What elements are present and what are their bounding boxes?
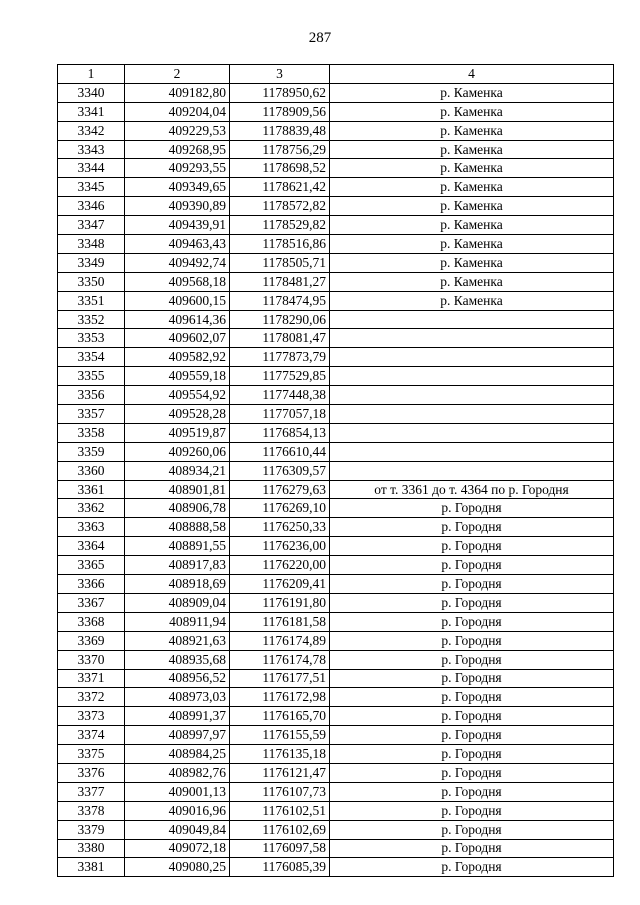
x-coordinate-cell: 408918,69: [125, 575, 230, 594]
point-number-cell: 3372: [58, 688, 125, 707]
description-cell: от т. 3361 до т. 4364 по р. Городня: [330, 480, 614, 499]
x-coordinate-cell: 409204,04: [125, 102, 230, 121]
y-coordinate-cell: 1176172,98: [230, 688, 330, 707]
description-cell: р. Городня: [330, 631, 614, 650]
point-number-cell: 3375: [58, 745, 125, 764]
x-coordinate-cell: 409080,25: [125, 858, 230, 877]
y-coordinate-cell: 1176155,59: [230, 726, 330, 745]
table-row: [58, 329, 614, 348]
point-number-cell: 3364: [58, 537, 125, 556]
x-coordinate-cell: 408891,55: [125, 537, 230, 556]
x-coordinate-cell: 409519,87: [125, 423, 230, 442]
point-number-cell: 3340: [58, 83, 125, 102]
point-number-cell: 3368: [58, 612, 125, 631]
table-row: [58, 310, 614, 329]
point-number-cell: 3359: [58, 442, 125, 461]
y-coordinate-cell: 1176107,73: [230, 782, 330, 801]
page-number: 287: [308, 30, 332, 46]
description-cell: р. Каменка: [330, 140, 614, 159]
table-row: [58, 480, 614, 499]
description-cell: р. Городня: [330, 612, 614, 631]
table-row: [58, 83, 614, 102]
point-number-cell: 3366: [58, 575, 125, 594]
x-coordinate-cell: 409049,84: [125, 820, 230, 839]
x-coordinate-cell: 408973,03: [125, 688, 230, 707]
table-row: [58, 575, 614, 594]
x-coordinate-cell: 408888,58: [125, 518, 230, 537]
description-cell: [330, 461, 614, 480]
x-coordinate-cell: 408934,21: [125, 461, 230, 480]
x-coordinate-cell: 409492,74: [125, 253, 230, 272]
table-row: [58, 423, 614, 442]
y-coordinate-cell: 1176181,58: [230, 612, 330, 631]
point-number-cell: 3361: [58, 480, 125, 499]
y-coordinate-cell: 1176121,47: [230, 763, 330, 782]
description-cell: р. Городня: [330, 575, 614, 594]
table-row: [58, 121, 614, 140]
table-row: [58, 197, 614, 216]
table-row: [58, 367, 614, 386]
description-cell: р. Каменка: [330, 197, 614, 216]
description-cell: р. Городня: [330, 518, 614, 537]
point-number-cell: 3353: [58, 329, 125, 348]
description-cell: р. Городня: [330, 499, 614, 518]
point-number-cell: 3360: [58, 461, 125, 480]
description-cell: р. Каменка: [330, 235, 614, 254]
table-row: [58, 650, 614, 669]
point-number-cell: 3367: [58, 593, 125, 612]
x-coordinate-cell: 409554,92: [125, 386, 230, 405]
description-cell: р. Каменка: [330, 291, 614, 310]
y-coordinate-cell: 1176309,57: [230, 461, 330, 480]
x-coordinate-cell: 408997,97: [125, 726, 230, 745]
x-coordinate-cell: 409349,65: [125, 178, 230, 197]
table-row: [58, 556, 614, 575]
point-number-cell: 3380: [58, 839, 125, 858]
point-number-cell: 3365: [58, 556, 125, 575]
y-coordinate-cell: 1176102,69: [230, 820, 330, 839]
table-row: [58, 782, 614, 801]
x-coordinate-cell: 409229,53: [125, 121, 230, 140]
y-coordinate-cell: 1178516,86: [230, 235, 330, 254]
y-coordinate-cell: 1176220,00: [230, 556, 330, 575]
y-coordinate-cell: 1176102,51: [230, 801, 330, 820]
point-number-cell: 3378: [58, 801, 125, 820]
point-number-cell: 3350: [58, 272, 125, 291]
point-number-cell: 3345: [58, 178, 125, 197]
point-number-cell: 3377: [58, 782, 125, 801]
y-coordinate-cell: 1178756,29: [230, 140, 330, 159]
column-header-description: 4: [330, 65, 614, 84]
table-row: [58, 820, 614, 839]
x-coordinate-cell: 409260,06: [125, 442, 230, 461]
y-coordinate-cell: 1176165,70: [230, 707, 330, 726]
table-row: [58, 442, 614, 461]
point-number-cell: 3371: [58, 669, 125, 688]
point-number-cell: 3343: [58, 140, 125, 159]
x-coordinate-cell: 408982,76: [125, 763, 230, 782]
description-cell: [330, 329, 614, 348]
table-row: [58, 386, 614, 405]
y-coordinate-cell: 1177873,79: [230, 348, 330, 367]
description-cell: р. Городня: [330, 763, 614, 782]
point-number-cell: 3347: [58, 216, 125, 235]
description-cell: [330, 367, 614, 386]
description-cell: р. Каменка: [330, 178, 614, 197]
description-cell: р. Городня: [330, 858, 614, 877]
y-coordinate-cell: 1176236,00: [230, 537, 330, 556]
x-coordinate-cell: 409293,55: [125, 159, 230, 178]
description-cell: р. Городня: [330, 745, 614, 764]
y-coordinate-cell: 1176174,89: [230, 631, 330, 650]
description-cell: р. Городня: [330, 556, 614, 575]
x-coordinate-cell: 409268,95: [125, 140, 230, 159]
table-row: [58, 688, 614, 707]
description-cell: р. Городня: [330, 707, 614, 726]
y-coordinate-cell: 1177057,18: [230, 405, 330, 424]
point-number-cell: 3342: [58, 121, 125, 140]
y-coordinate-cell: 1176174,78: [230, 650, 330, 669]
y-coordinate-cell: 1176191,80: [230, 593, 330, 612]
table-row: [58, 140, 614, 159]
description-cell: р. Каменка: [330, 121, 614, 140]
x-coordinate-cell: 408921,63: [125, 631, 230, 650]
x-coordinate-cell: 409559,18: [125, 367, 230, 386]
table-row: [58, 669, 614, 688]
y-coordinate-cell: 1176854,13: [230, 423, 330, 442]
y-coordinate-cell: 1176085,39: [230, 858, 330, 877]
description-cell: [330, 386, 614, 405]
y-coordinate-cell: 1177529,85: [230, 367, 330, 386]
x-coordinate-cell: 409528,28: [125, 405, 230, 424]
x-coordinate-cell: 408984,25: [125, 745, 230, 764]
description-cell: р. Городня: [330, 593, 614, 612]
description-cell: р. Каменка: [330, 253, 614, 272]
y-coordinate-cell: 1176097,58: [230, 839, 330, 858]
point-number-cell: 3369: [58, 631, 125, 650]
point-number-cell: 3373: [58, 707, 125, 726]
x-coordinate-cell: 409016,96: [125, 801, 230, 820]
x-coordinate-cell: 409182,80: [125, 83, 230, 102]
y-coordinate-cell: 1178950,62: [230, 83, 330, 102]
table-row: [58, 518, 614, 537]
table-row: [58, 216, 614, 235]
table-row: [58, 631, 614, 650]
point-number-cell: 3379: [58, 820, 125, 839]
description-cell: р. Каменка: [330, 159, 614, 178]
point-number-cell: 3352: [58, 310, 125, 329]
y-coordinate-cell: 1176177,51: [230, 669, 330, 688]
table-row: [58, 537, 614, 556]
description-cell: [330, 310, 614, 329]
y-coordinate-cell: 1178698,52: [230, 159, 330, 178]
column-header-point-number: 1: [58, 65, 125, 84]
point-number-cell: 3358: [58, 423, 125, 442]
table-row: [58, 178, 614, 197]
y-coordinate-cell: 1178909,56: [230, 102, 330, 121]
table-row: [58, 612, 614, 631]
y-coordinate-cell: 1176209,41: [230, 575, 330, 594]
description-cell: [330, 348, 614, 367]
point-number-cell: 3370: [58, 650, 125, 669]
table-row: [58, 801, 614, 820]
description-cell: [330, 423, 614, 442]
y-coordinate-cell: 1178081,47: [230, 329, 330, 348]
table-row: [58, 499, 614, 518]
x-coordinate-cell: 408906,78: [125, 499, 230, 518]
point-number-cell: 3349: [58, 253, 125, 272]
y-coordinate-cell: 1178481,27: [230, 272, 330, 291]
x-coordinate-cell: 409463,43: [125, 235, 230, 254]
table-row: [58, 235, 614, 254]
point-number-cell: 3344: [58, 159, 125, 178]
description-cell: р. Городня: [330, 801, 614, 820]
x-coordinate-cell: 409602,07: [125, 329, 230, 348]
table-row: [58, 405, 614, 424]
point-number-cell: 3357: [58, 405, 125, 424]
table-row: [58, 272, 614, 291]
description-cell: р. Городня: [330, 688, 614, 707]
table-row: [58, 253, 614, 272]
point-number-cell: 3363: [58, 518, 125, 537]
description-cell: р. Каменка: [330, 83, 614, 102]
x-coordinate-cell: 409568,18: [125, 272, 230, 291]
description-cell: р. Городня: [330, 726, 614, 745]
y-coordinate-cell: 1176135,18: [230, 745, 330, 764]
y-coordinate-cell: 1178290,06: [230, 310, 330, 329]
point-number-cell: 3351: [58, 291, 125, 310]
description-cell: [330, 405, 614, 424]
y-coordinate-cell: 1178474,95: [230, 291, 330, 310]
description-cell: р. Городня: [330, 820, 614, 839]
table-row: [58, 745, 614, 764]
y-coordinate-cell: 1176250,33: [230, 518, 330, 537]
table-body: [58, 83, 614, 876]
y-coordinate-cell: 1176610,44: [230, 442, 330, 461]
point-number-cell: 3341: [58, 102, 125, 121]
description-cell: р. Городня: [330, 669, 614, 688]
x-coordinate-cell: 409439,91: [125, 216, 230, 235]
y-coordinate-cell: 1178621,42: [230, 178, 330, 197]
table-row: [58, 763, 614, 782]
table-row: [58, 159, 614, 178]
point-number-cell: 3356: [58, 386, 125, 405]
point-number-cell: 3381: [58, 858, 125, 877]
y-coordinate-cell: 1178505,71: [230, 253, 330, 272]
point-number-cell: 3346: [58, 197, 125, 216]
y-coordinate-cell: 1178529,82: [230, 216, 330, 235]
description-cell: р. Городня: [330, 650, 614, 669]
x-coordinate-cell: 409001,13: [125, 782, 230, 801]
y-coordinate-cell: 1178839,48: [230, 121, 330, 140]
table-row: [58, 858, 614, 877]
point-number-cell: 3354: [58, 348, 125, 367]
x-coordinate-cell: 409614,36: [125, 310, 230, 329]
table-row: [58, 102, 614, 121]
x-coordinate-cell: 408901,81: [125, 480, 230, 499]
description-cell: р. Каменка: [330, 102, 614, 121]
point-number-cell: 3362: [58, 499, 125, 518]
table-row: [58, 707, 614, 726]
description-cell: [330, 442, 614, 461]
point-number-cell: 3355: [58, 367, 125, 386]
description-cell: р. Каменка: [330, 216, 614, 235]
description-cell: р. Городня: [330, 839, 614, 858]
y-coordinate-cell: 1178572,82: [230, 197, 330, 216]
table-row: [58, 726, 614, 745]
table-row: [58, 461, 614, 480]
y-coordinate-cell: 1176269,10: [230, 499, 330, 518]
point-number-cell: 3374: [58, 726, 125, 745]
description-cell: р. Городня: [330, 782, 614, 801]
description-cell: р. Каменка: [330, 272, 614, 291]
x-coordinate-cell: 408935,68: [125, 650, 230, 669]
coordinates-table: [57, 64, 614, 877]
table-row: [58, 839, 614, 858]
x-coordinate-cell: 408991,37: [125, 707, 230, 726]
x-coordinate-cell: 408909,04: [125, 593, 230, 612]
table-header-row: [58, 65, 614, 84]
x-coordinate-cell: 409072,18: [125, 839, 230, 858]
x-coordinate-cell: 408911,94: [125, 612, 230, 631]
x-coordinate-cell: 408917,83: [125, 556, 230, 575]
x-coordinate-cell: 409600,15: [125, 291, 230, 310]
table-row: [58, 348, 614, 367]
table-row: [58, 291, 614, 310]
column-header-x-coordinate: 2: [125, 65, 230, 84]
description-cell: р. Городня: [330, 537, 614, 556]
y-coordinate-cell: 1176279,63: [230, 480, 330, 499]
x-coordinate-cell: 409390,89: [125, 197, 230, 216]
x-coordinate-cell: 409582,92: [125, 348, 230, 367]
table-row: [58, 593, 614, 612]
point-number-cell: 3376: [58, 763, 125, 782]
column-header-y-coordinate: 3: [230, 65, 330, 84]
point-number-cell: 3348: [58, 235, 125, 254]
x-coordinate-cell: 408956,52: [125, 669, 230, 688]
y-coordinate-cell: 1177448,38: [230, 386, 330, 405]
